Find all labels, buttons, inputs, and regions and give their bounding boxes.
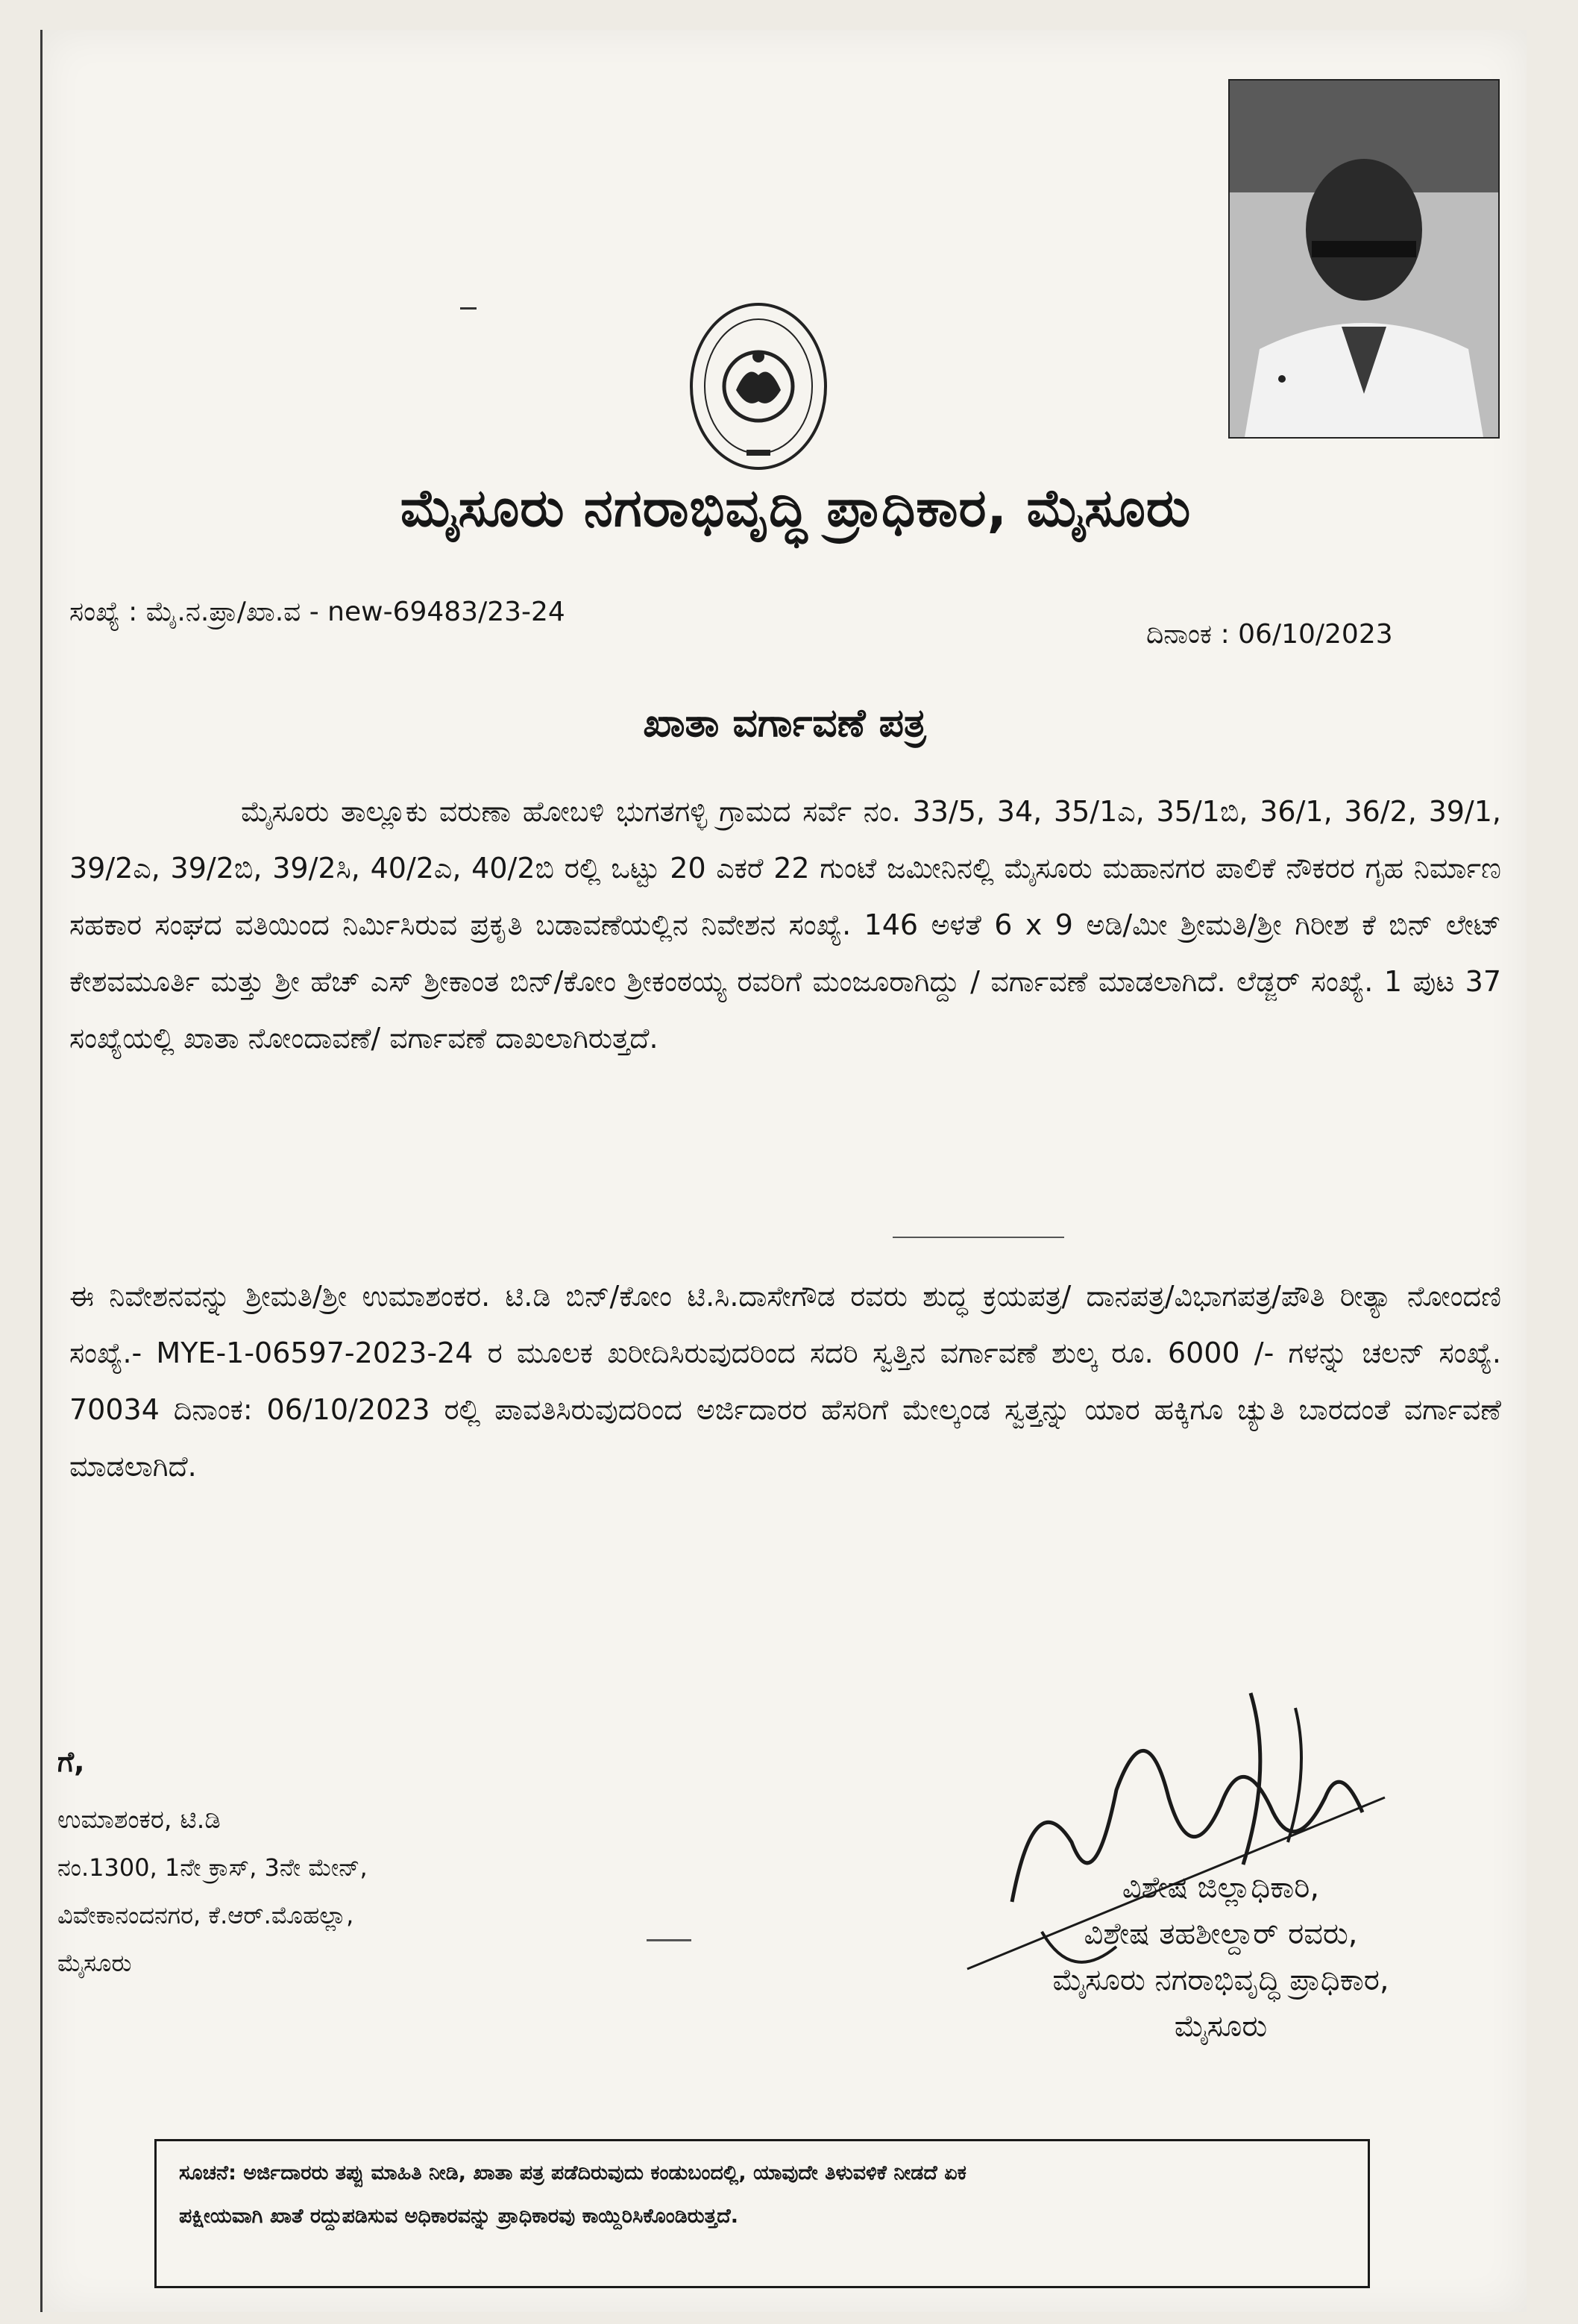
mark (647, 1939, 691, 1941)
applicant-photo (1228, 79, 1500, 439)
document-subject: ಖಾತಾ ವರ್ಗಾವಣೆ ಪತ್ರ (643, 701, 926, 746)
signatory-line2: ವಿಶೇಷ ತಹಶೀಲ್ದಾರ್ ರವರು, (1084, 1917, 1358, 1951)
note-line2: ಪಕ್ಷೀಯವಾಗಿ ಖಾತೆ ರದ್ದುಪಡಿಸುವ ಅಧಿಕಾರವನ್ನು ಪ್ರಾಧಿಕಾರವು ಕಾಯ್ದಿರಿಸಿಕೊಂಡಿರುತ್ತದೆ. (179, 2205, 738, 2228)
paragraph-allotment: ಮೈಸೂರು ತಾಲ್ಲೂಕು ವರುಣಾ ಹೋಬಳಿ ಭುಗತಗಳ್ಳಿ ಗ್ರಾಮದ ಸರ್ವೆ ನಂ. 33/5, 34, 35/1ಎ, 35/1ಬಿ, 36/1, 36/2, 39/1, 39/2ಎ, 39/2ಬಿ, 39/2ಸಿ, 40/2ಎ, 40/2ಬಿ ರಲ್ಲಿ ಒಟ್ಟು 20 ಎಕರೆ 22 ಗುಂಟೆ ಜಮೀನಿನಲ್ಲಿ ಮೈಸೂರು ಮಹಾನಗರ ಪಾಲಿಕೆ ನೌಕರರ ಗೃಹ ನಿರ್ಮಾಣ ಸಹಕಾರ ಸಂಘದ ವತಿಯಿಂದ ನಿರ್ಮಿಸಿರುವ ಪ್ರಕೃತಿ ಬಡಾವಣೆಯಲ್ಲಿನ ನಿವೇಶನ ಸಂಖ್ಯೆ. 146 ಅಳತೆ 6 x 9 ಅಡಿ/ಮೀ ಶ್ರೀಮತಿ/ಶ್ರೀ ಗಿರೀಶ ಕೆ ಬಿನ್ ಲೇಟ್ ಕೇಶವಮೂರ್ತಿ ಮತ್ತು ಶ್ರೀ ಹೆಚ್ ಎಸ್ ಶ್ರೀಕಾಂತ ಬಿನ್/ಕೋಂ ಶ್ರೀಕಂಠಯ್ಯ ರವರಿಗೆ ಮಂಜೂರಾಗಿದ್ದು / ವರ್ಗಾವಣೆ ಮಾಡಲಾಗಿದೆ. ಲೆಡ್ಜರ್ ಸಂಖ್ಯೆ. 1 ಪುಟ 37 ಸಂಖ್ಯೆಯಲ್ಲಿ ಖಾತಾ ನೋಂದಾವಣೆ/ ವರ್ಗಾವಣೆ ದಾಖಲಾಗಿರುತ್ತದೆ. (69, 795, 1501, 1055)
mark (460, 307, 477, 310)
recipient-to: ಗೆ, (57, 1745, 85, 1778)
signatory-block (937, 1865, 1504, 2050)
authority-emblem (684, 297, 833, 476)
issue-date: ದಿನಾಂಕ : 06/10/2023 (1146, 619, 1393, 650)
document-page (40, 30, 1527, 2312)
divider (893, 1237, 1064, 1238)
recipient-name: ಉಮಾಶಂಕರ, ಟಿ.ಡಿ (57, 1805, 221, 1835)
signatory-line3: ಮೈಸೂರು ನಗರಾಭಿವೃದ್ಧಿ ಪ್ರಾಧಿಕಾರ, (1052, 1963, 1389, 1997)
signatory-line1: ವಿಶೇಷ ಜಿಲ್ಲಾಧಿಕಾರಿ, (1122, 1871, 1320, 1905)
authority-title: ಮೈಸೂರು ನಗರಾಭಿವೃದ್ಧಿ ಪ್ರಾಧಿಕಾರ, ಮೈಸೂರು (400, 477, 1192, 538)
recipient-address (57, 1738, 368, 1987)
note-box (154, 2139, 1370, 2288)
recipient-line3: ಮೈಸೂರು (57, 1949, 132, 1977)
recipient-line2: ವಿವೇಕಾನಂದನಗರ, ಕೆ.ಆರ್.ಮೊಹಲ್ಲಾ, (57, 1901, 354, 1929)
paragraph-transfer: ಈ ನಿವೇಶನವನ್ನು ಶ್ರೀಮತಿ/ಶ್ರೀ ಉಮಾಶಂಕರ. ಟಿ.ಡಿ ಬಿನ್/ಕೋಂ ಟಿ.ಸಿ.ದಾಸೇಗೌಡ ರವರು ಶುದ್ಧ ಕ್ರಯಪತ್ರ/ ದಾನಪತ್ರ/ವಿಭಾಗಪತ್ರ/ಪೌತಿ ರೀತ್ಯಾ ನೋಂದಣಿ ಸಂಖ್ಯೆ.- MYE-1-06597-2023-24 ರ ಮೂಲಕ ಖರೀದಿಸಿರುವುದರಿಂದ ಸದರಿ ಸ್ವತ್ತಿನ ವರ್ಗಾವಣೆ ಶುಲ್ಕ ರೂ. 6000 /- ಗಳನ್ನು ಚಲನ್ ಸಂಖ್ಯೆ. 70034 ದಿನಾಂಕ: 06/10/2023 ರಲ್ಲಿ ಪಾವತಿಸಿರುವುದರಿಂದ ಅರ್ಜಿದಾರರ ಹೆಸರಿಗೆ ಮೇಲ್ಕಂಡ ಸ್ವತ್ತನ್ನು ಯಾರ ಹಕ್ಕಿಗೂ ಚ್ಯುತಿ ಬಾರದಂತೆ ವರ್ಗಾವಣೆ ಮಾಡಲಾಗಿದೆ. (69, 1280, 1501, 1483)
reference-number: ಸಂಖ್ಯೆ : ಮೈ.ನ.ಪ್ರಾ/ಖಾ.ವ - new-69483/23-24 (69, 597, 565, 627)
note-line1: ಸೂಚನೆ: ಅರ್ಜಿದಾರರು ತಪ್ಪು ಮಾಹಿತಿ ನೀಡಿ, ಖಾತಾ ಪತ್ರ ಪಡೆದಿರುವುದು ಕಂಡುಬಂದಲ್ಲಿ, ಯಾವುದೇ ತಿಳುವಳಿಕೆ ನೀಡದೆ ಏಕ (179, 2161, 966, 2185)
recipient-line1: ನಂ.1300, 1ನೇ ಕ್ರಾಸ್, 3ನೇ ಮೇನ್, (57, 1853, 368, 1882)
signatory-line4: ಮೈಸೂರು (1174, 2009, 1268, 2044)
